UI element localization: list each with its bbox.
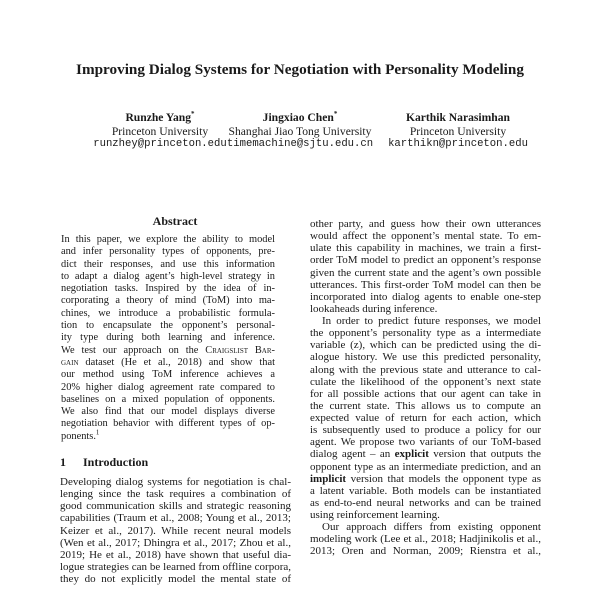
text-line: We also find that our model displays diverse — [61, 406, 275, 418]
author-email[interactable]: timemachine@sjtu.edu.cn — [226, 138, 374, 151]
text-line: alogue history. We use this predicted personality, — [310, 351, 541, 364]
text-line: In this paper, we explore the ability to model — [61, 234, 275, 245]
text-line: utterances. This first-order ToM model can then be — [310, 278, 541, 291]
text-line: they do not explicitly model the mental state of — [60, 573, 291, 585]
text-line: 2019; He et al., 2018) have shown that useful dia- — [60, 548, 291, 561]
abstract-heading: Abstract — [152, 214, 198, 228]
text-span: dataset (He et al., 2018) and show that — [78, 356, 275, 368]
text-line: 20% higher dialog agreement rate compared to — [61, 381, 275, 393]
text-line — [310, 448, 541, 460]
footnote-mark[interactable]: 1 — [95, 428, 100, 437]
text-line: culate the likelihood of the opponent’s next state — [310, 375, 541, 388]
text-line: our method using ToM inference achieves a — [61, 369, 275, 381]
text-line: Developing dialog systems for negotiation is chal- — [60, 476, 291, 488]
paper-title: Improving Dialog Systems for Negotiation with Personality Modeling — [76, 61, 524, 78]
text-line: corporating a theory of mind (ToM) into ma- — [61, 295, 275, 307]
text-line: ity type during both learning and inference. — [61, 332, 275, 344]
author-affiliation: Shanghai Jiao Tong University — [228, 124, 372, 138]
dataset-name: Craigslist Bar- — [205, 344, 275, 356]
text-line: using reinforcement learning. — [310, 509, 440, 521]
introduction-body — [60, 476, 291, 585]
text-span: version that outputs the — [428, 448, 541, 461]
text-line: the opponent’s personality type as a intermediate — [310, 327, 541, 340]
text-line: order ToM model to predict an opponent’s response — [310, 254, 541, 267]
text-line — [310, 473, 541, 485]
author-email[interactable]: karthikn@princeton.edu — [388, 138, 528, 151]
text-line: In order to predict future responses, we model — [322, 315, 541, 327]
abstract-body — [61, 234, 275, 443]
text-span: version that models the opponent type as — [346, 472, 541, 485]
emphasis-implicit: implicit — [310, 472, 347, 485]
equal-contribution-mark: * — [333, 110, 338, 119]
author-name-text: Jingxiao Chen — [262, 111, 334, 124]
text-line: negotiation behavior with different types of op- — [61, 418, 275, 430]
text-line — [61, 357, 275, 369]
text-line: lenging since the task requires a combination of — [60, 488, 291, 501]
text-line: ulate this capability in machines, we train a first- — [310, 242, 541, 255]
text-line: to adapt a dialog agent’s high-level strategy in — [61, 270, 275, 282]
text-line: is subsequently used to produce a policy for our — [310, 424, 541, 437]
text-line: would affect the opponent’s mental state. To em- — [310, 230, 541, 243]
text-line: opponent type as an intermediate prediction, and an — [310, 460, 541, 473]
section-title: Introduction — [83, 455, 149, 469]
text-span: dialog agent – an — [310, 448, 395, 461]
text-line: given the current state and the agent’s own possible — [310, 266, 541, 279]
author-affiliation: Princeton University — [409, 124, 507, 138]
text-line: as end-to-end neural networks and can be trained — [310, 496, 541, 509]
text-line: agent. We propose two variants of our ToM-based — [310, 436, 541, 449]
author-affiliation: Princeton University — [111, 124, 209, 138]
text-line: lookaheads during inference. — [310, 302, 438, 315]
author-name-text: Runzhe Yang — [125, 111, 192, 124]
text-line: baselines on a mixed population of opponents. — [61, 393, 275, 405]
text-line: Keizer et al., 2017). While recent neural models — [60, 524, 291, 537]
emphasis-explicit: explicit — [394, 448, 429, 461]
author-name-text: Karthik Narasimhan — [405, 111, 511, 124]
text-line: the current state. This allows us to compute an — [310, 399, 541, 412]
text-line: dict their responses, and use this information — [61, 258, 275, 270]
text-span: ponents. — [61, 430, 96, 442]
dataset-name: gain — [61, 356, 79, 368]
section-heading-introduction — [60, 455, 148, 470]
text-line — [61, 428, 275, 443]
text-line: incorporated into dialog agents to enable one-step — [310, 290, 541, 303]
author-name — [358, 111, 558, 125]
text-line: capabilities (Traum et al., 2008; Young et al., 2013; — [60, 512, 291, 525]
text-line: 2013; Oren and Norman, 2009; Rienstra et al., — [310, 545, 541, 558]
text-line: a latent variable. Both models can be instantiated — [310, 484, 541, 497]
text-line: along with the previous state and utterance to cal- — [310, 363, 541, 376]
right-column-body — [310, 218, 541, 558]
text-line: chines, we introduce a probabilistic formula- — [61, 307, 275, 319]
text-line: modeling work (Lee et al., 2018; Hadjinikolis et al., — [310, 533, 541, 546]
text-line — [61, 345, 275, 357]
text-line: negotiation tasks. Inspired by the idea of in- — [61, 283, 275, 295]
text-span: We test our approach on the — [61, 344, 206, 356]
section-number: 1 — [60, 455, 66, 469]
author-3 — [358, 111, 558, 152]
text-line: Our approach differs from existing opponent — [322, 521, 541, 534]
text-line: (Wen et al., 2017; Dhingra et al., 2017; Zhou et al., — [60, 536, 291, 549]
text-line: variable (z), which can be predicted using the di- — [310, 339, 541, 352]
text-line: tion to encapsulate the opponent’s personal- — [61, 320, 275, 332]
text-line: and infer personality types of opponents, pre- — [61, 246, 275, 258]
equal-contribution-mark: * — [191, 110, 195, 119]
text-line: for all possible actions that our agent can take in — [310, 387, 541, 400]
text-line: expected value of return for each action, which — [310, 412, 541, 424]
text-line: other party, and guess how their own utterances — [310, 218, 541, 230]
author-email[interactable]: runzhey@princeton.edu — [93, 138, 227, 151]
text-line: logue strategies can be learned from offline corpora, — [60, 560, 291, 573]
text-line: good communication skills and strategic reasoning — [60, 500, 291, 513]
